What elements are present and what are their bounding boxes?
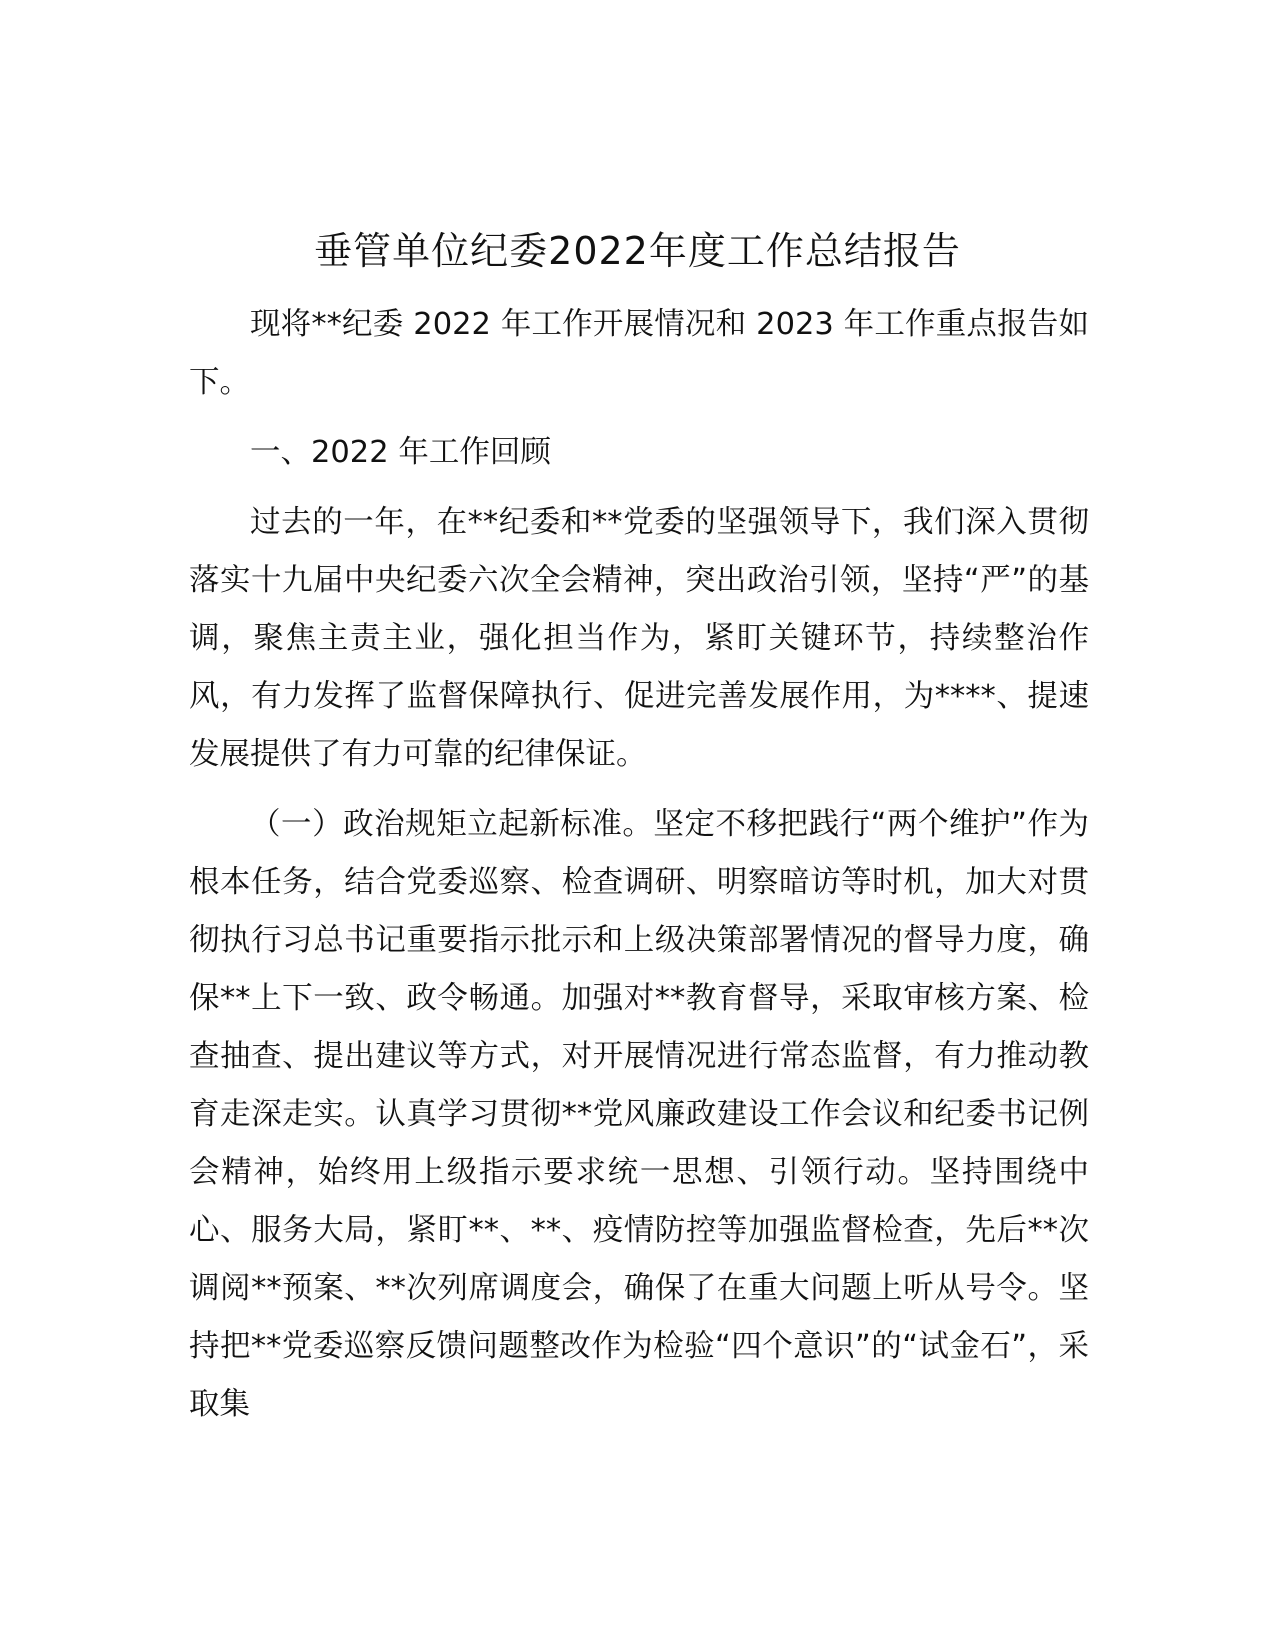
- document-body: [189, 296, 1089, 1446]
- intro-paragraph: 现将**纪委 2022 年工作开展情况和 2023 年工作重点报告如下。: [189, 307, 1089, 400]
- section-heading-review: 一、2022 年工作回顾: [250, 435, 551, 470]
- review-summary-paragraph: 过去的一年，在**纪委和**党委的坚强领导下，我们深入贯彻落实十九届中央纪委六次全会精神，突出政治引领，坚持“严”的基调，聚焦主责主业，强化担当作为，紧盯关键环节，持续整治作风，有力发挥了监督保障执行、促进完善发展作用，为****、提速发展提供了有力可靠的纪律保证。: [189, 505, 1089, 772]
- political-rules-paragraph: （一）政治规矩立起新标准。坚定不移把践行“两个维护”作为根本任务，结合党委巡察、检查调研、明察暗访等时机，加大对贯彻执行习总书记重要指示批示和上级决策部署情况的督导力度，确保**上下一致、政令畅通。加强对**教育督导，采取审核方案、检查抽查、提出建议等方式，对开展情况进行常态监督，有力推动教育走深走实。认真学习贯彻**党风廉政建设工作会议和纪委书记例会精神，始终用上级指示要求统一思想、引领行动。坚持围绕中心、服务大局，紧盯**、**、疫情防控等加强监督检查，先后**次调阅**预案、**次列席调度会，确保了在重大问题上听从号令。坚持把**党委巡察反馈问题整改作为检验“四个意识”的“试金石”，采取集: [189, 807, 1089, 1422]
- document-title: 垂管单位纪委2022年度工作总结报告: [314, 229, 961, 273]
